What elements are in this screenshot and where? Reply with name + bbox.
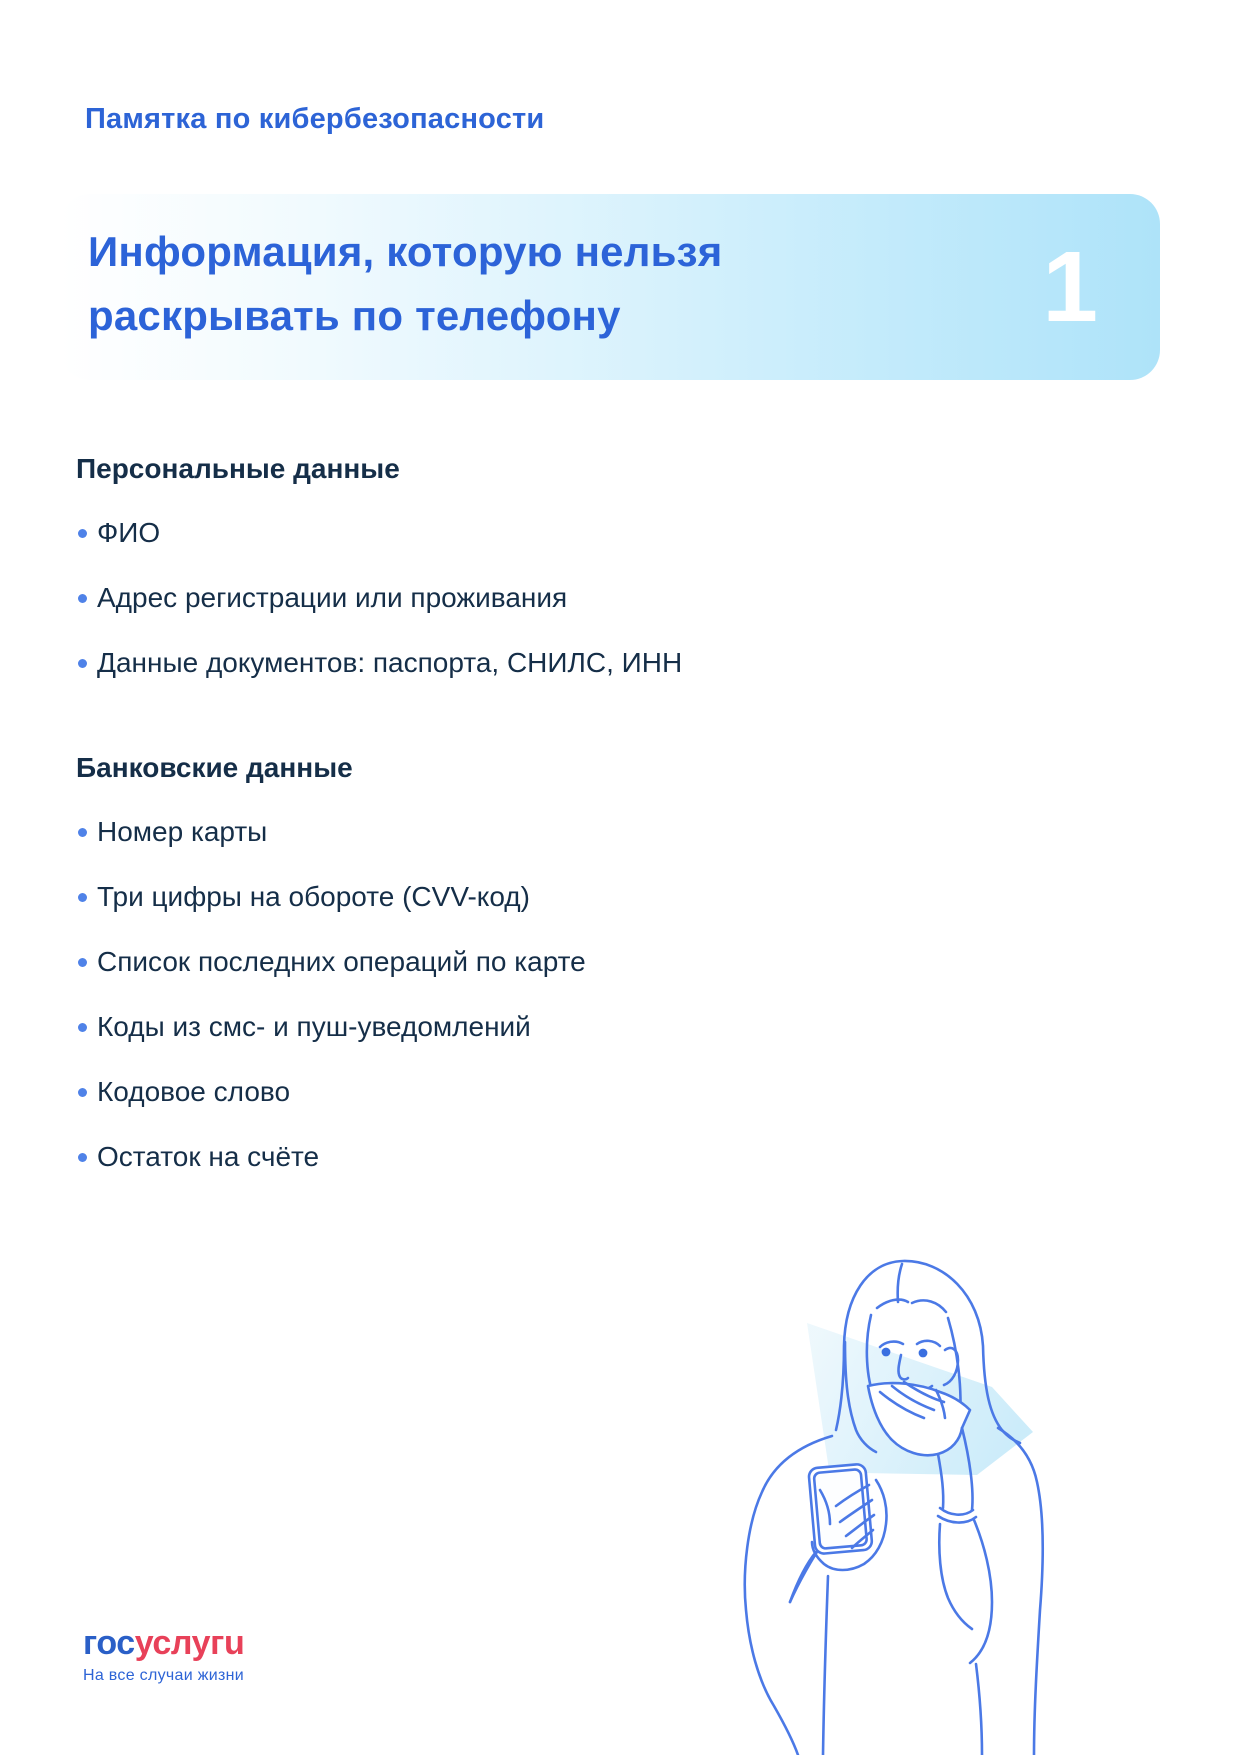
bank-data-list: [76, 815, 836, 1174]
list-item: [78, 815, 836, 849]
page-title-line-1: Информация, которую нельзя: [88, 228, 723, 275]
bullet-dot-icon: [78, 594, 87, 603]
list-item: [78, 581, 836, 615]
phone-in-hand: [808, 1464, 872, 1555]
list-item-text: Остаток на счёте: [97, 1141, 320, 1172]
section-personal-data: [76, 452, 836, 711]
list-item-text: Список последних операций по карте: [97, 946, 586, 977]
worried-woman-phone-illustration: [640, 1140, 1240, 1755]
list-item: [78, 1075, 836, 1109]
section-bank-data: [76, 751, 836, 1205]
logo-tagline: На все случаи жизни: [83, 1667, 244, 1684]
gosuslugi-logo: [83, 1626, 244, 1660]
title-banner: [60, 194, 1160, 380]
page-title-line-2: раскрывать по телефону: [88, 292, 621, 339]
section-heading: Банковские данные: [76, 752, 353, 783]
bullet-dot-icon: [78, 1153, 87, 1162]
list-item-text: Коды из смс- и пуш-уведомлений: [97, 1011, 531, 1042]
list-item: [78, 646, 836, 680]
list-item-text: Данные документов: паспорта, СНИЛС, ИНН: [97, 647, 683, 678]
list-item-text: Номер карты: [97, 816, 268, 847]
torso: [745, 1428, 1043, 1755]
bullet-dot-icon: [78, 958, 87, 967]
logo-part-red: услугu: [134, 1624, 245, 1662]
bullet-dot-icon: [78, 659, 87, 668]
section-heading: Персональные данные: [76, 453, 400, 484]
list-item: [78, 880, 836, 914]
section-number-badge: 1: [1042, 230, 1098, 343]
personal-data-list: [76, 516, 836, 680]
logo-part-blue: гос: [83, 1624, 135, 1662]
list-item-text: Три цифры на обороте (CVV-код): [97, 881, 530, 912]
list-item-text: Адрес регистрации или проживания: [97, 582, 568, 613]
page-kicker: Памятка по кибербезопасности: [85, 103, 545, 135]
footer: [83, 1626, 244, 1685]
bullet-dot-icon: [78, 1023, 87, 1032]
bullet-dot-icon: [78, 1088, 87, 1097]
page-title: [88, 220, 722, 348]
bullet-dot-icon: [78, 893, 87, 902]
list-item: [78, 1010, 836, 1044]
bullet-dot-icon: [78, 529, 87, 538]
list-item: [78, 945, 836, 979]
bullet-dot-icon: [78, 828, 87, 837]
list-item-text: Кодовое слово: [97, 1076, 291, 1107]
list-item-text: ФИО: [97, 517, 161, 548]
list-item: [78, 516, 836, 550]
